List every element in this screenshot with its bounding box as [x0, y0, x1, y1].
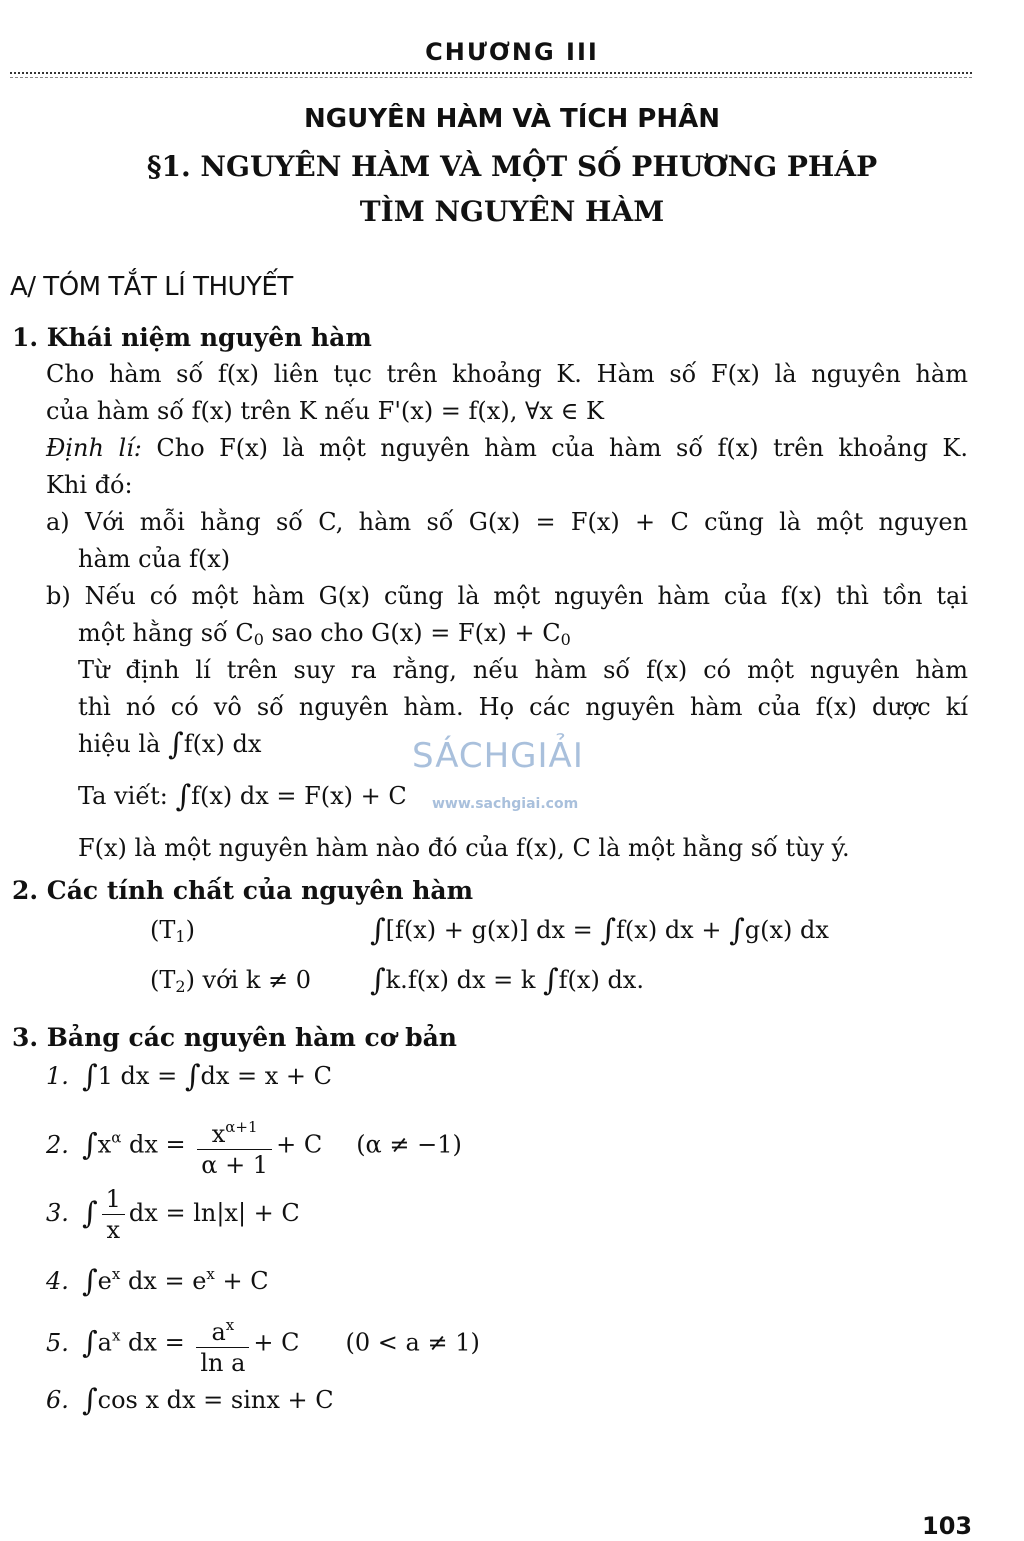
integral-symbol: ∫	[82, 1196, 98, 1231]
integral-symbol: ∫	[729, 913, 745, 948]
integral-symbol: ∫	[370, 913, 386, 948]
integral-expression: f(x) dx	[183, 730, 262, 758]
consequence-line1: Từ định lí trên suy ra rằng, nếu hàm số f(x) có một nguyên hàm	[78, 656, 968, 684]
exponent: x	[111, 1265, 121, 1283]
formula-6	[46, 1384, 334, 1417]
formula-condition: (0 < a ≠ 1)	[345, 1328, 480, 1357]
numerator-exponent: α+1	[225, 1118, 258, 1136]
formula-part: + C	[253, 1328, 300, 1357]
header-rule	[10, 72, 972, 74]
formula-part: dx = e	[120, 1267, 207, 1295]
chapter-label: CHƯƠNG III	[425, 38, 599, 66]
formula-part: x	[97, 1130, 112, 1159]
formula-part: dx =	[121, 1130, 194, 1159]
formula-number: 6.	[46, 1386, 69, 1414]
watermark-url: www.sachgiai.com	[432, 796, 579, 812]
formula-3	[46, 1184, 300, 1245]
formula-number: 5.	[46, 1328, 69, 1357]
formula-number: 1.	[46, 1062, 69, 1090]
section3-heading: 3. Bảng các nguyên hàm cơ bản	[12, 1023, 457, 1052]
section2-heading: 2. Các tính chất của nguyên hàm	[12, 876, 474, 905]
integral-symbol: ∫	[82, 1383, 98, 1418]
t2-label: (T	[150, 966, 176, 994]
integral-symbol: ∫	[168, 727, 184, 762]
fraction-denominator: x	[106, 1216, 121, 1244]
antiderivative-formula: f(x) dx = F(x) + C	[191, 782, 407, 810]
subscript-zero: 0	[560, 630, 571, 649]
t2-expr-part: f(x) dx.	[558, 966, 644, 994]
remark-line: F(x) là một nguyên hàm nào đó của f(x), C là một hằng số tùy ý.	[78, 834, 850, 862]
numerator-base: x	[211, 1120, 226, 1148]
theorem-line2: Khi đó:	[46, 471, 133, 499]
formula-part: e	[97, 1267, 112, 1295]
formula-part: + C	[214, 1267, 269, 1295]
formula-part: dx = x + C	[200, 1062, 332, 1090]
write-line	[78, 780, 407, 813]
property-t2-formula	[370, 964, 644, 997]
formula-1	[46, 1060, 332, 1093]
theorem-line1	[46, 432, 968, 464]
formula-2	[46, 1112, 462, 1180]
fraction-denominator: α + 1	[201, 1151, 269, 1179]
fraction	[102, 1184, 125, 1245]
formula-number: 3.	[46, 1199, 69, 1227]
formula-part: + C	[276, 1130, 323, 1159]
formula-number: 2.	[46, 1130, 69, 1159]
formula-condition: (α ≠ −1)	[356, 1130, 462, 1159]
integral-symbol: ∫	[82, 1264, 98, 1299]
fraction-numerator: 1	[102, 1184, 125, 1215]
item-a-line1: a) Với mỗi hằng số C, hàm số G(x) = F(x) + C cũng là một nguyen	[46, 508, 968, 536]
item-b-line2	[78, 617, 571, 656]
integral-symbol: ∫	[82, 1059, 98, 1094]
integral-symbol: ∫	[600, 913, 617, 948]
fraction	[196, 1310, 249, 1378]
subscript-zero: 0	[253, 630, 264, 649]
formula-part: a	[97, 1328, 112, 1357]
t1-close: )	[185, 916, 195, 944]
exponent: x	[111, 1326, 121, 1345]
formula-part: dx = ln|x| + C	[128, 1199, 300, 1227]
section-title-line2: TÌM NGUYÊN HÀM	[359, 195, 665, 228]
item-b-text: một hằng số C	[78, 619, 254, 647]
item-b-line1: b) Nếu có một hàm G(x) cũng là một nguyên hàm của f(x) thì tồn tại	[46, 582, 968, 610]
formula-4	[46, 1258, 269, 1298]
t2-condition: ) với k ≠ 0	[185, 966, 312, 994]
section1-heading: 1. Khái niệm nguyên hàm	[12, 323, 372, 352]
exponent: α	[111, 1128, 122, 1147]
definition-line1: Cho hàm số f(x) liên tục trên khoảng K. Hàm số F(x) là nguyên hàm	[46, 360, 968, 388]
formula-part: 1 dx =	[97, 1062, 185, 1090]
integral-symbol: ∫	[82, 1127, 98, 1163]
watermark	[412, 728, 622, 818]
numerator-base: a	[211, 1318, 226, 1346]
theorem-text: Cho F(x) là một nguyên hàm của hàm số f(x) trên khoảng K.	[156, 434, 968, 462]
integral-symbol: ∫	[543, 963, 559, 998]
fraction	[197, 1112, 272, 1180]
t1-expr-part: [f(x) + g(x)] dx =	[385, 916, 601, 944]
item-a-line2: hàm của f(x)	[78, 545, 231, 573]
t1-subscript: 1	[175, 927, 186, 946]
integral-symbol: ∫	[184, 1059, 201, 1094]
t1-expr-part: g(x) dx	[744, 916, 829, 944]
numerator-exponent: x	[225, 1316, 235, 1334]
t2-subscript: 2	[175, 977, 186, 996]
consequence-line2: thì nó có vô số nguyên hàm. Họ các nguyên hàm của f(x) dược kí	[78, 693, 968, 721]
header-rule-secondary	[10, 77, 972, 78]
formula-part: dx =	[120, 1328, 193, 1357]
exponent: x	[206, 1265, 215, 1283]
property-t1-formula	[370, 914, 829, 947]
consequence-line3	[78, 728, 261, 761]
integral-symbol: ∫	[370, 963, 386, 998]
formula-part: cos x dx = sinx + C	[97, 1386, 334, 1414]
property-t1-label	[150, 914, 195, 953]
t2-expr-part: k.f(x) dx = k	[385, 966, 544, 994]
watermark-logo-text: SÁCHGIẢI	[412, 736, 584, 776]
definition-line2: của hàm số f(x) trên K nếu F'(x) = f(x), ∀x ∈ K	[46, 397, 604, 425]
part-a-heading: A/ TÓM TẮT LÍ THUYẾT	[10, 272, 293, 302]
section-title-line1: §1. NGUYÊN HÀM VÀ MỘT SỐ PHƯƠNG PHÁP	[146, 150, 878, 183]
formula-number: 4.	[46, 1267, 69, 1295]
page-number: 103	[922, 1512, 973, 1540]
fraction-denominator: ln a	[200, 1349, 246, 1377]
property-t2-label	[150, 964, 311, 1003]
t1-expr-part: f(x) dx +	[616, 916, 730, 944]
integral-symbol: ∫	[175, 779, 192, 814]
write-label: Ta viết:	[78, 782, 168, 810]
formula-5	[46, 1310, 480, 1378]
integral-symbol: ∫	[82, 1325, 98, 1361]
t1-label: (T	[150, 916, 176, 944]
item-b-text-rest: sao cho G(x) = F(x) + C	[263, 619, 561, 647]
chapter-title: NGUYÊN HÀM VÀ TÍCH PHÂN	[304, 104, 720, 134]
notation-label: hiệu là	[78, 730, 161, 758]
fraction-numerator	[197, 1112, 272, 1150]
theorem-label: Định lí:	[46, 434, 142, 462]
fraction-numerator	[196, 1310, 249, 1348]
